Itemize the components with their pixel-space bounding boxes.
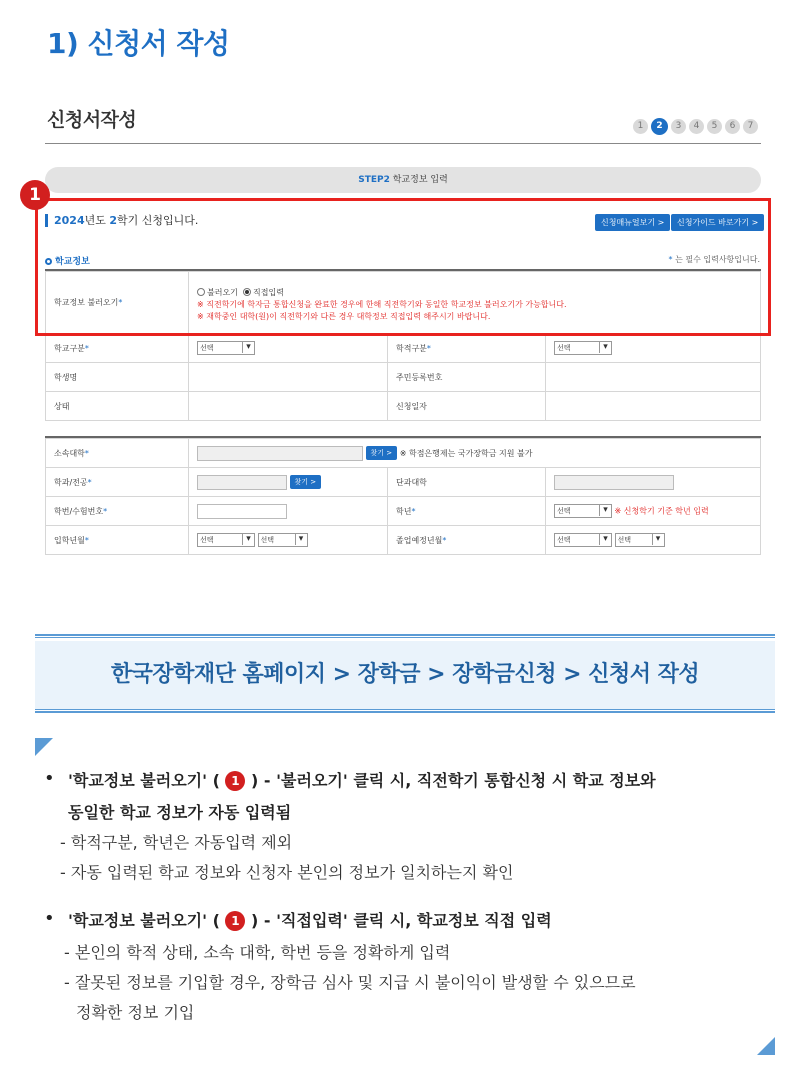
university-input[interactable] <box>197 446 363 461</box>
graduation-label-cell <box>388 526 546 555</box>
table-row <box>46 439 761 468</box>
grade-note: ※ 신청학기 기준 학년 입력 <box>614 506 709 516</box>
bullet-dot-icon: • <box>44 768 55 789</box>
table-row <box>46 334 761 363</box>
required-mark: * <box>411 506 416 516</box>
table-row <box>46 363 761 392</box>
apply-date-label: 신청일자 <box>388 392 546 421</box>
academic-status-label: 학적구분 <box>396 343 427 353</box>
step-2-active[interactable]: 2 <box>651 118 668 135</box>
student-id-label-cell <box>46 497 189 526</box>
major-input[interactable] <box>197 475 287 490</box>
annotation-badge: 1 <box>20 180 50 210</box>
required-star: * <box>668 255 673 264</box>
grade-select[interactable]: 선택 ▾ <box>554 504 612 518</box>
bullet-1-line-2: 동일한 학교 정보가 자동 입력됨 <box>68 803 292 822</box>
step-3[interactable]: 3 <box>671 119 686 134</box>
academic-status-cell <box>546 334 761 363</box>
college-input[interactable] <box>554 475 674 490</box>
required-mark: * <box>426 343 431 353</box>
bullet-2-badge: 1 <box>225 911 245 931</box>
school-type-cell <box>189 334 388 363</box>
step-7[interactable]: 7 <box>743 119 758 134</box>
admission-label: 입학년월 <box>54 535 85 545</box>
academic-status-select[interactable]: 선택 ▾ <box>554 341 612 355</box>
major-cell <box>189 468 388 497</box>
graduation-cell <box>546 526 761 555</box>
bullet-2-sub-1: - 본인의 학적 상태, 소속 대학, 학번 등을 정확하게 입력 <box>64 943 451 962</box>
student-id-label: 학번/수험번호 <box>54 506 104 516</box>
form-title: 신청서작성 <box>47 109 137 131</box>
load-label: 학교정보 불러오기 <box>54 298 119 307</box>
table-row <box>46 392 761 421</box>
step-5[interactable]: 5 <box>707 119 722 134</box>
student-id-cell <box>189 497 388 526</box>
path-banner: 한국장학재단 홈페이지 > 장학금 > 장학금신청 > 신청서 작성 <box>35 641 775 709</box>
notice-year: 2024 <box>54 214 85 227</box>
step-6[interactable]: 6 <box>725 119 740 134</box>
resident-no-label: 주민등록번호 <box>388 363 546 392</box>
bullet-1-line-1 <box>68 766 778 796</box>
resident-no-value <box>546 363 761 392</box>
admission-month-select[interactable]: 선택 ▾ <box>258 533 308 547</box>
required-mark: * <box>87 477 92 487</box>
major-label-cell <box>46 468 189 497</box>
university-info-table <box>45 438 761 555</box>
bullet-2-post: ) - '직접입력' 클릭 시, 학교정보 직접 입력 <box>245 911 552 930</box>
graduation-month-select[interactable]: 선택 ▾ <box>615 533 665 547</box>
admission-cell <box>189 526 388 555</box>
student-name-value <box>189 363 388 392</box>
step-1[interactable]: 1 <box>633 119 648 134</box>
bullet-2-sub-3: 정확한 정보 기입 <box>76 1003 195 1022</box>
bullet-1-badge: 1 <box>225 771 245 791</box>
status-value <box>189 392 388 421</box>
radio-direct-label: 직접입력 <box>253 287 284 297</box>
bullet-dot-icon: • <box>44 908 55 929</box>
bullet-2-sub-2: - 잘못된 정보를 기입할 경우, 장학금 심사 및 지급 시 불이익이 발생할 수 있으므로 <box>64 973 636 992</box>
banner-bottom-rule <box>35 709 775 713</box>
admission-label-cell <box>46 526 189 555</box>
university-find-button[interactable]: 찾기 > <box>366 446 398 460</box>
required-mark: * <box>84 448 89 458</box>
grade-cell <box>546 497 761 526</box>
major-find-button[interactable]: 찾기 > <box>290 475 322 489</box>
title-divider <box>45 143 761 144</box>
section-label-text: 학교정보 <box>55 257 90 267</box>
step-bar-prefix: STEP2 <box>358 175 390 185</box>
graduation-year-select[interactable]: 선택 ▾ <box>554 533 612 547</box>
bullet-1-post: ) - '불러오기' 클릭 시, 직전학기 통합신청 시 학교 정보와 <box>245 771 656 790</box>
load-note-2: ※ 재학중인 대학(원)이 직전학기와 다른 경우 대학정보 직접입력 해주시기 바랍니다. <box>197 311 491 321</box>
required-mark: * <box>118 298 123 307</box>
status-label: 상태 <box>46 392 189 421</box>
corner-triangle-icon <box>35 738 53 756</box>
university-label-cell <box>46 439 189 468</box>
school-type-label-cell <box>46 334 189 363</box>
highlight-box <box>35 198 771 336</box>
banner-top-rule <box>35 634 775 638</box>
page-heading: 1) 신청서 작성 <box>47 27 230 60</box>
university-cell <box>189 439 761 468</box>
required-mark: * <box>84 535 89 545</box>
bullet-1-sub-1: - 학적구분, 학년은 자동입력 제외 <box>60 833 293 852</box>
table-row <box>46 497 761 526</box>
major-label: 학과/전공 <box>54 477 88 487</box>
notice-term: 2 <box>109 214 118 227</box>
step-indicator <box>633 119 758 135</box>
manual-button[interactable]: 신청매뉴얼보기 > <box>595 214 670 231</box>
student-id-input[interactable] <box>197 504 287 519</box>
grade-label: 학년 <box>396 506 412 516</box>
bullet-1-sub-2: - 자동 입력된 학교 정보와 신청자 본인의 정보가 일치하는지 확인 <box>60 863 514 882</box>
academic-status-label-cell <box>388 334 546 363</box>
required-note-text: 는 필수 입력사항입니다. <box>672 255 760 264</box>
table-row <box>46 526 761 555</box>
required-mark: * <box>442 535 447 545</box>
bullet-2-pre: '학교정보 불러오기' ( <box>68 911 226 930</box>
radio-load-label: 불러오기 <box>207 287 238 297</box>
university-label: 소속대학 <box>54 448 85 458</box>
step-bar <box>45 167 761 193</box>
notice-suffix: 학기 신청입니다. <box>117 214 199 227</box>
step-4[interactable]: 4 <box>689 119 704 134</box>
graduation-label: 졸업예정년월 <box>396 535 443 545</box>
school-type-label: 학교구분 <box>54 343 85 353</box>
guide-button[interactable]: 신청가이드 바로가기 > <box>671 214 764 231</box>
corner-triangle-icon <box>757 1037 775 1055</box>
bullet-2-line-1 <box>68 906 778 936</box>
grade-label-cell <box>388 497 546 526</box>
admission-year-select[interactable]: 선택 ▾ <box>197 533 255 547</box>
college-label: 단과대학 <box>388 468 546 497</box>
apply-date-value <box>546 392 761 421</box>
bullet-1-pre: '학교정보 불러오기' ( <box>68 771 226 790</box>
step-bar-label: 학교정보 입력 <box>392 175 448 185</box>
table-row <box>46 468 761 497</box>
required-mark: * <box>103 506 108 516</box>
student-name-label: 학생명 <box>46 363 189 392</box>
college-cell <box>546 468 761 497</box>
required-mark: * <box>84 343 89 353</box>
university-note: ※ 학점은행제는 국가장학금 지원 불가 <box>399 448 533 458</box>
load-note-1: ※ 직전학기에 학자금 통합신청을 완료한 경우에 한해 직전학기와 동일한 학교정보 불러오기가 가능합니다. <box>197 299 567 309</box>
notice-mid: 년도 <box>84 214 110 227</box>
school-type-select[interactable]: 선택 ▾ <box>197 341 255 355</box>
